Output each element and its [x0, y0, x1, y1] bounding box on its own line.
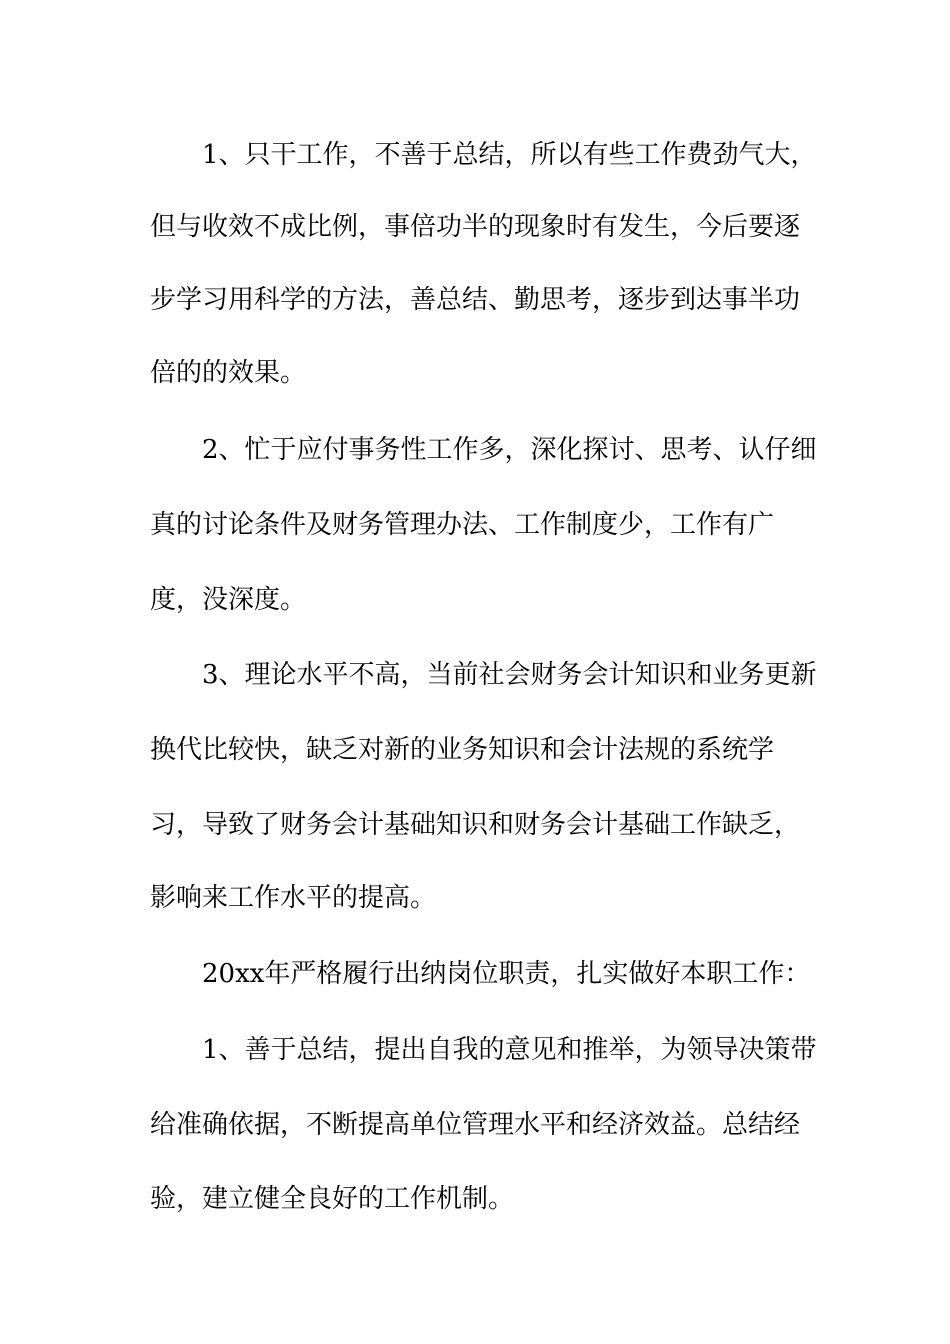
paragraph-4-line-1: 20xx年严格履行出纳岗位职责，扎实做好本职工作：: [202, 959, 811, 989]
paragraph-2-line-2: 真的讨论条件及财务管理办法、工作制度少，工作有广: [150, 510, 775, 540]
paragraph-3-line-3: 习，导致了财务会计基础知识和财务会计基础工作缺乏，: [150, 810, 801, 840]
paragraph-5-line-2: 给准确依据，不断提高单位管理水平和经济效益。总结经: [150, 1110, 801, 1140]
paragraph-3-line-4: 影响来工作水平的提高。: [150, 883, 437, 913]
paragraph-2-line-3: 度，没深度。: [150, 585, 307, 615]
paragraph-5-line-3: 验，建立健全良好的工作机制。: [150, 1184, 515, 1214]
paragraph-3-line-2: 换代比较快，缺乏对新的业务知识和会计法规的系统学: [150, 735, 775, 765]
paragraph-1-line-4: 倍的的效果。: [150, 358, 307, 388]
paragraph-2-line-1: 2、忙于应付事务性工作多，深化探讨、思考、认仔细: [202, 435, 817, 465]
paragraph-1-line-1: 1、只干工作，不善于总结，所以有些工作费劲气大，: [202, 140, 817, 170]
paragraph-5-line-1: 1、善于总结，提出自我的意见和推举，为领导决策带: [202, 1035, 817, 1065]
paragraph-3-line-1: 3、理论水平不高，当前社会财务会计知识和业务更新: [202, 660, 817, 690]
paragraph-1-line-2: 但与收效不成比例，事倍功半的现象时有发生，今后要逐: [150, 212, 801, 242]
paragraph-1-line-3: 步学习用科学的方法，善总结、勤思考，逐步到达事半功: [150, 285, 801, 315]
